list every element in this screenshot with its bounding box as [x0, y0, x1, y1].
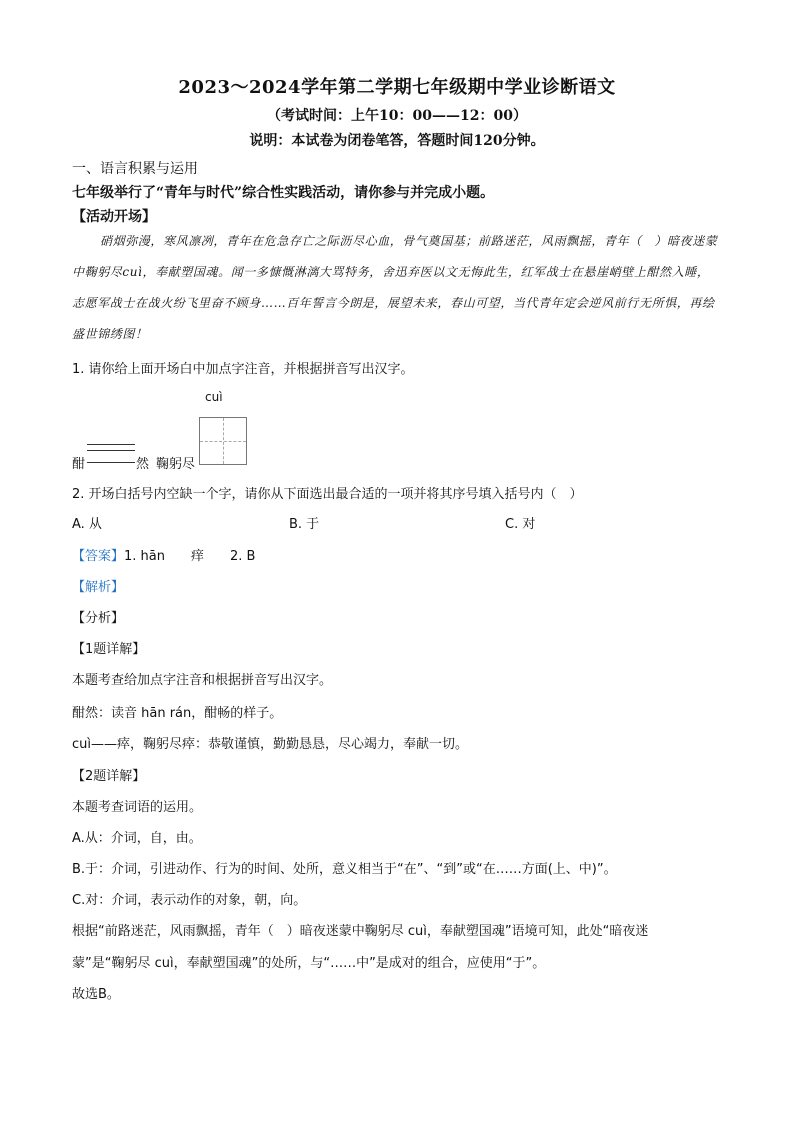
q2-detail-line: C.对：介词，表示动作的对象，朝，向。 [72, 893, 307, 908]
answer-content: 1. hān 痒 2. B [124, 549, 256, 564]
section-heading: 一、语言积累与运用 [72, 161, 198, 177]
q2-detail-line: 本题考查词语的运用。 [72, 800, 203, 815]
opening-passage: 硝烟弥漫，寒风凛冽，青年在危急存亡之际沥尽心血，骨气奠国基；前路迷茫，风雨飘摇，青年（ ）暗夜迷蒙中鞠躬尽cuì，奉献塑国魂。闻一多慷慨淋漓大骂特务，舍迅弃医以文无悔此生，红军战士在悬崖峭壁上酣然入睡，志愿军战士在战火纷飞里奋不顾身……百年誓言今朗是，展望未来，春山可望，当代青年定会逆风前行无所惧，再绘盛世锦绣图！ [72, 234, 718, 341]
exam-note: 说明：本试卷为闭卷笔答，答题时间120分钟。 [249, 133, 545, 149]
exam-time: （考试时间：上午10：00——12：00） [267, 108, 527, 124]
question-2: 2. 开场白括号内空缺一个字，请你从下面选出最合适的一项并将其序号填入括号内（ ） [72, 487, 583, 502]
answer-line-top [87, 444, 135, 445]
analysis-tag: 【解析】 [72, 580, 125, 595]
option-a: A. 从 [72, 517, 102, 532]
q2-detail-line: A.从：介词，自，由。 [72, 831, 202, 846]
q1-detail-label: 【1题详解】 [72, 642, 146, 657]
pinyin-cui: cuì [205, 390, 223, 404]
question-1: 1. 请你给上面开场白中加点字注音，并根据拼音写出汉字。 [72, 362, 414, 377]
q2-detail-label: 【2题详解】 [72, 769, 146, 784]
word-han: 酣 [72, 457, 86, 472]
answer-line-mid [87, 450, 135, 451]
option-b: B. 于 [289, 517, 320, 532]
word-jugongjin: 鞠躬尽 [156, 457, 196, 472]
fenxi-label: 【分析】 [72, 611, 125, 626]
answer-row [72, 545, 255, 564]
answer-line-bottom [87, 462, 135, 463]
activity-label: 【活动开场】 [72, 209, 156, 225]
q2-detail-line: 根据“前路迷茫，风雨飘摇，青年（ ）暗夜迷蒙中鞠躬尽 cuì，奉献塑国魂”语境可知，此处“暗夜迷 [72, 924, 649, 939]
writing-grid-box[interactable] [199, 417, 247, 465]
word-ran: 然 [136, 457, 150, 472]
answer-tag: 【答案】 [72, 549, 125, 564]
page-title: 2023～2024学年第二学期七年级期中学业诊断语文 [178, 77, 616, 98]
q2-detail-line: B.于：介词，引进动作、行为的时间、处所，意义相当于“在”、“到”或“在……方面(上、中)”。 [72, 862, 617, 877]
section-intro: 七年级举行了“青年与时代”综合性实践活动，请你参与并完成小题。 [72, 185, 495, 201]
q2-detail-line: 蒙”是“鞠躬尽 cuì，奉献塑国魂”的处所，与“……中”是成对的组合，应使用“于”。 [72, 956, 546, 971]
q1-detail-line: cuì——瘁，鞠躬尽瘁：恭敬谨慎，勤勤恳恳，尽心竭力，奉献一切。 [72, 737, 468, 752]
q1-detail-line: 本题考查给加点字注音和根据拼音写出汉字。 [72, 673, 333, 688]
q1-detail-line: 酣然：读音 hān rán，酣畅的样子。 [72, 706, 283, 721]
q2-detail-line: 故选B。 [72, 987, 120, 1002]
option-c: C. 对 [505, 517, 536, 532]
